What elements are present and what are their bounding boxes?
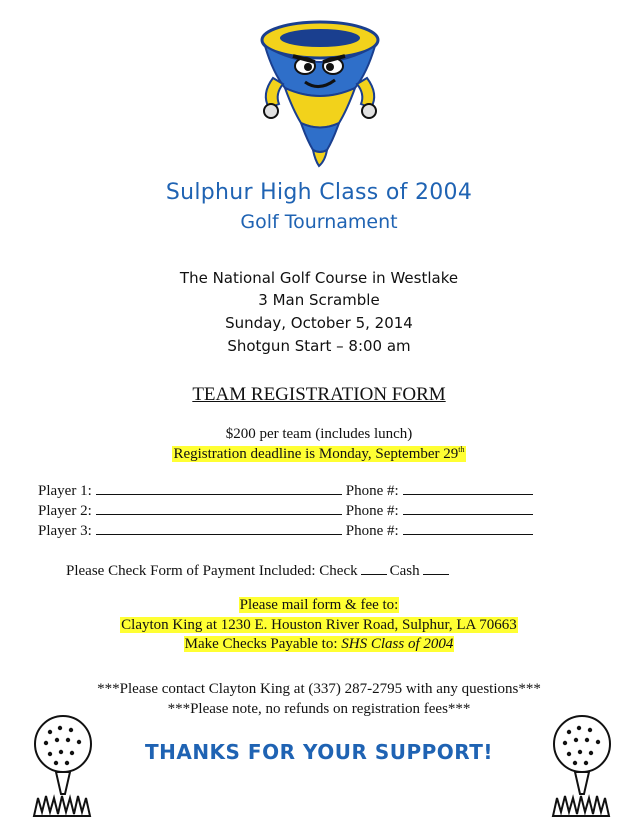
payable-to [0, 636, 638, 653]
contact-note: ***Please contact Clayton King at (337) 287-2795 with any questions*** [97, 681, 541, 697]
form-title: TEAM REGISTRATION FORM [192, 384, 446, 405]
tournament-subtitle: Golf Tournament [240, 211, 398, 233]
phone-blank[interactable] [403, 522, 533, 535]
phone-label: Phone #: [345, 483, 399, 499]
tornado-body [262, 22, 378, 166]
cash-label: Cash [389, 563, 420, 579]
team-price: $200 per team (includes lunch) [225, 426, 413, 442]
venue-start-time: Shotgun Start – 8:00 am [227, 337, 411, 355]
phone-blank[interactable] [403, 482, 533, 495]
player-name-blank[interactable] [96, 482, 342, 495]
player-row [38, 482, 533, 500]
player-label: Player 3: [38, 523, 92, 539]
deadline-text: Registration deadline is Monday, September 29 [173, 446, 459, 462]
payable-payee: SHS Class of 2004 [341, 636, 454, 652]
player-row [38, 522, 533, 540]
mailing-address-text: Clayton King at 1230 E. Houston River Road, Sulphur, LA 70663 [121, 617, 517, 633]
payable-prefix: Make Checks Payable to: [184, 636, 342, 652]
refund-note: ***Please note, no refunds on registration fees*** [167, 701, 471, 717]
mailing-address [0, 617, 638, 634]
check-blank[interactable] [361, 562, 387, 575]
phone-label: Phone #: [345, 503, 399, 519]
thanks-message: THANKS FOR YOUR SUPPORT! [144, 740, 494, 764]
mailing-heading [0, 597, 638, 614]
player-name-blank[interactable] [96, 502, 342, 515]
mailing-heading-text: Please mail form & fee to: [239, 597, 399, 613]
tornado-mascot-icon [255, 18, 385, 168]
venue-date: Sunday, October 5, 2014 [225, 314, 413, 332]
deadline-suffix: th [458, 445, 465, 454]
venue-course: The National Golf Course in Westlake [179, 269, 459, 287]
player-label: Player 2: [38, 503, 92, 519]
cash-blank[interactable] [423, 562, 449, 575]
player-name-blank[interactable] [96, 522, 342, 535]
player-label: Player 1: [38, 483, 92, 499]
phone-label: Phone #: [345, 523, 399, 539]
venue-format: 3 Man Scramble [258, 291, 380, 309]
registration-deadline [0, 445, 638, 463]
player-row [38, 502, 533, 520]
tournament-title: Sulphur High Class of 2004 [165, 180, 473, 205]
golf-ball-icon [28, 712, 98, 822]
golf-ball-icon [547, 712, 617, 822]
phone-blank[interactable] [403, 502, 533, 515]
payment-prompt: Please Check Form of Payment Included: Check [66, 563, 358, 579]
payment-method [66, 562, 452, 580]
